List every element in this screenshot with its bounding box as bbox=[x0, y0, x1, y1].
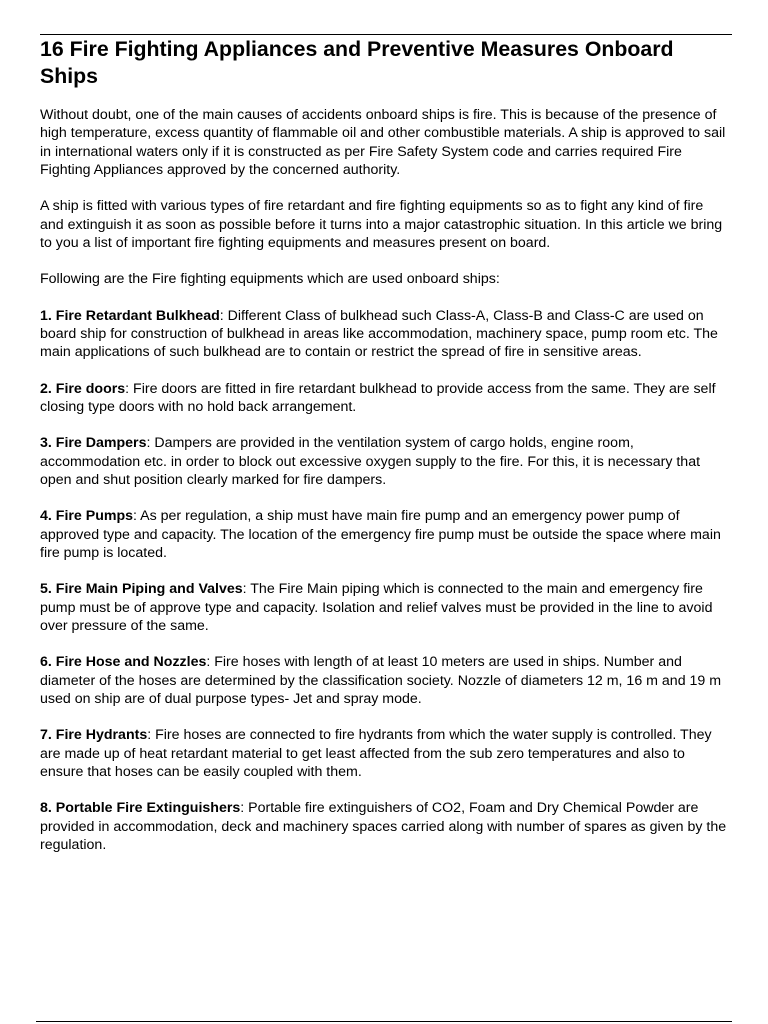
list-item bbox=[40, 434, 730, 489]
list-item bbox=[40, 580, 730, 635]
item-text: : Fire doors are fitted in fire retardant bulkhead to provide access from the same. They are self closing type doors with no hold back arrangement. bbox=[40, 380, 716, 415]
item-heading: 8. Portable Fire Extinguishers bbox=[40, 800, 241, 817]
item-heading: 2. Fire doors bbox=[40, 380, 126, 397]
item-text: : As per regulation, a ship must have main fire pump and an emergency power pump of approved type and capacity. The location of the emergency fire pump must be outside the space where main fire pump is located. bbox=[40, 508, 721, 561]
item-heading: 3. Fire Dampers bbox=[40, 435, 147, 452]
article-body bbox=[40, 106, 730, 872]
intro-paragraph: A ship is fitted with various types of fire retardant and fire fighting equipments so as to fight any kind of fire and extinguish it as soon as possible before it turns into a major catastrophic situation. In this article we bring to you a list of important fire fighting equipments and measures present on board. bbox=[40, 198, 723, 251]
item-text: : Fire hoses are connected to fire hydrants from which the water supply is controlled. They are made up of heat retardant material to get least affected from the sub zero temperatures and also to ensure that hoses can be easily coupled with them. bbox=[40, 727, 712, 780]
list-item bbox=[40, 307, 730, 362]
item-text: : Fire hoses with length of at least 10 meters are used in ships. Number and diameter of the hoses are determined by the classification society. Nozzle of diameters 12 m, 16 m and 19 m used on ship are of dual purpose types- Jet and spray mode. bbox=[40, 654, 722, 707]
intro-paragraph: Following are the Fire fighting equipments which are used onboard ships: bbox=[40, 271, 500, 288]
intro-paragraph: Without doubt, one of the main causes of accidents onboard ships is fire. This is because of the presence of high temperature, excess quantity of flammable oil and other combustible materials. A ship is approved to sail in international waters only if it is constructed as per Fire Safety System code and carries required Fire Fighting Appliances approved by the concerned authority. bbox=[40, 107, 726, 178]
list-item bbox=[40, 507, 730, 562]
item-text: : Dampers are provided in the ventilation system of cargo holds, engine room, accommodation etc. in order to block out excessive oxygen supply to the fire. For this, it is necessary that open and shut position clearly marked for fire dampers. bbox=[40, 435, 701, 488]
item-heading: 7. Fire Hydrants bbox=[40, 727, 148, 744]
list-item bbox=[40, 380, 730, 417]
item-heading: 1. Fire Retardant Bulkhead bbox=[40, 307, 220, 324]
item-text: : Different Class of bulkhead such Class-A, Class-B and Class-C are used on board ship for construction of bulkhead in areas like accommodation, machinery space, pump room etc. The main applications of such bulkhead are to contain or restrict the spread of fire in sensitive areas. bbox=[40, 307, 718, 361]
item-heading: 4. Fire Pumps bbox=[40, 508, 134, 525]
bottom-rule bbox=[36, 1021, 732, 1022]
document-page bbox=[40, 0, 730, 1024]
item-heading: 5. Fire Main Piping and Valves bbox=[40, 581, 243, 598]
list-item bbox=[40, 799, 730, 854]
item-text: : The Fire Main piping which is connected to the main and emergency fire pump must be of approve type and capacity. Isolation and relief valves must be provided in the line to avoid over pressure of the same. bbox=[40, 581, 713, 634]
list-item bbox=[40, 726, 730, 781]
list-item bbox=[40, 653, 730, 708]
item-heading: 6. Fire Hose and Nozzles bbox=[40, 654, 207, 671]
top-rule bbox=[40, 34, 732, 35]
item-text: : Portable fire extinguishers of CO2, Foam and Dry Chemical Powder are provided in accommodation, deck and machinery spaces carried along with number of spares as given by the regulation. bbox=[40, 800, 727, 853]
page-title: 16 Fire Fighting Appliances and Preventive Measures Onboard Ships bbox=[40, 37, 674, 88]
